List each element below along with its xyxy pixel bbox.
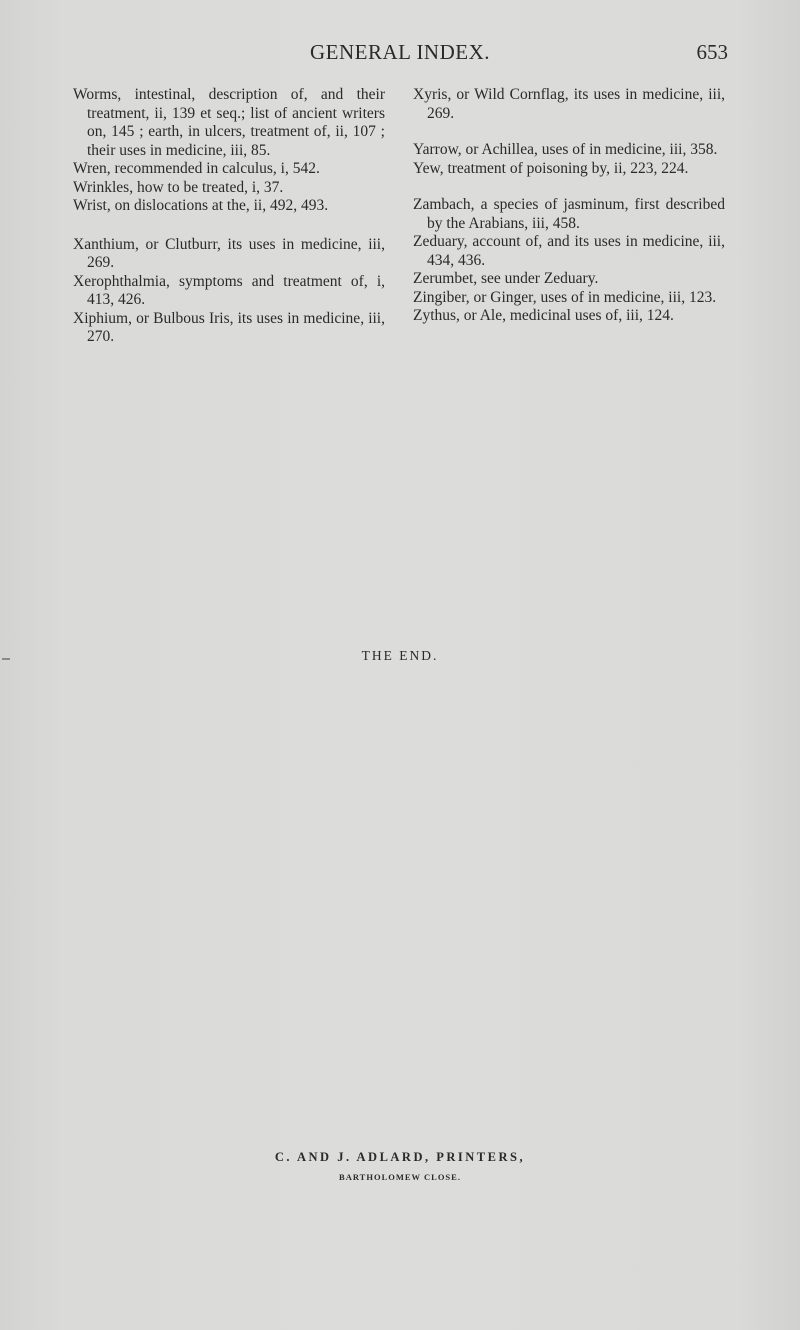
index-entry-yarrow: Yarrow, or Achillea, uses of in medicine, iii, 358. <box>413 141 718 158</box>
printer-name: C. AND J. ADLARD, PRINTERS, <box>274 1150 526 1164</box>
index-entry-xerophthalmia: Xerophthalmia, symptoms and treatment of, i, 413, 426. <box>73 272 385 308</box>
running-title: GENERAL INDEX. <box>309 40 491 64</box>
index-entry-xyris: Xyris, or Wild Cornflag, its uses in medicine, iii, 269. <box>413 86 725 122</box>
index-column-right <box>413 86 725 326</box>
the-end-label: THE END. <box>361 648 439 663</box>
letter-section-gap <box>413 178 725 196</box>
letter-section-gap <box>413 123 725 141</box>
page-edge-mark <box>2 658 10 660</box>
index-entry-wren: Wren, recommended in calculus, i, 542. <box>73 160 320 177</box>
printer-address: BARTHOLOMEW CLOSE. <box>339 1172 461 1182</box>
index-entry-worms: Worms, intestinal, description of, and their treatment, ii, 139 et seq.; list of ancient writers on, 145 ; earth, in ulcers, treatment of, ii, 107 ; their uses in medicine, iii, 85. <box>73 86 385 159</box>
index-entry-wrinkles: Wrinkles, how to be treated, i, 37. <box>73 178 284 196</box>
index-entry-xanthium: Xanthium, or Clutburr, its uses in medicine, iii, 269. <box>73 235 385 271</box>
printer-imprint <box>0 1150 800 1182</box>
index-entry-zambach: Zambach, a species of jasminum, first described by the Arabians, iii, 458. <box>413 196 725 232</box>
letter-section-gap <box>73 216 385 236</box>
index-entry-xiphium: Xiphium, or Bulbous Iris, its uses in medicine, iii, 270. <box>73 309 385 345</box>
index-entry-zythus: Zythus, or Ale, medicinal uses of, iii, 124. <box>413 307 674 324</box>
index-entry-zeduary: Zeduary, account of, and its uses in medicine, iii, 434, 436. <box>413 233 725 269</box>
index-entry-yew: Yew, treatment of poisoning by, ii, 223, 224. <box>413 159 689 177</box>
running-head <box>72 40 728 70</box>
page-number: 653 <box>696 40 728 64</box>
index-entry-zingiber: Zingiber, or Ginger, uses of in medicine, iii, 123. <box>413 288 717 306</box>
index-entry-wrist: Wrist, on dislocations at the, ii, 492, 493. <box>73 197 329 214</box>
index-column-left <box>73 86 385 347</box>
index-entry-zerumbet: Zerumbet, see under Zeduary. <box>413 270 599 287</box>
